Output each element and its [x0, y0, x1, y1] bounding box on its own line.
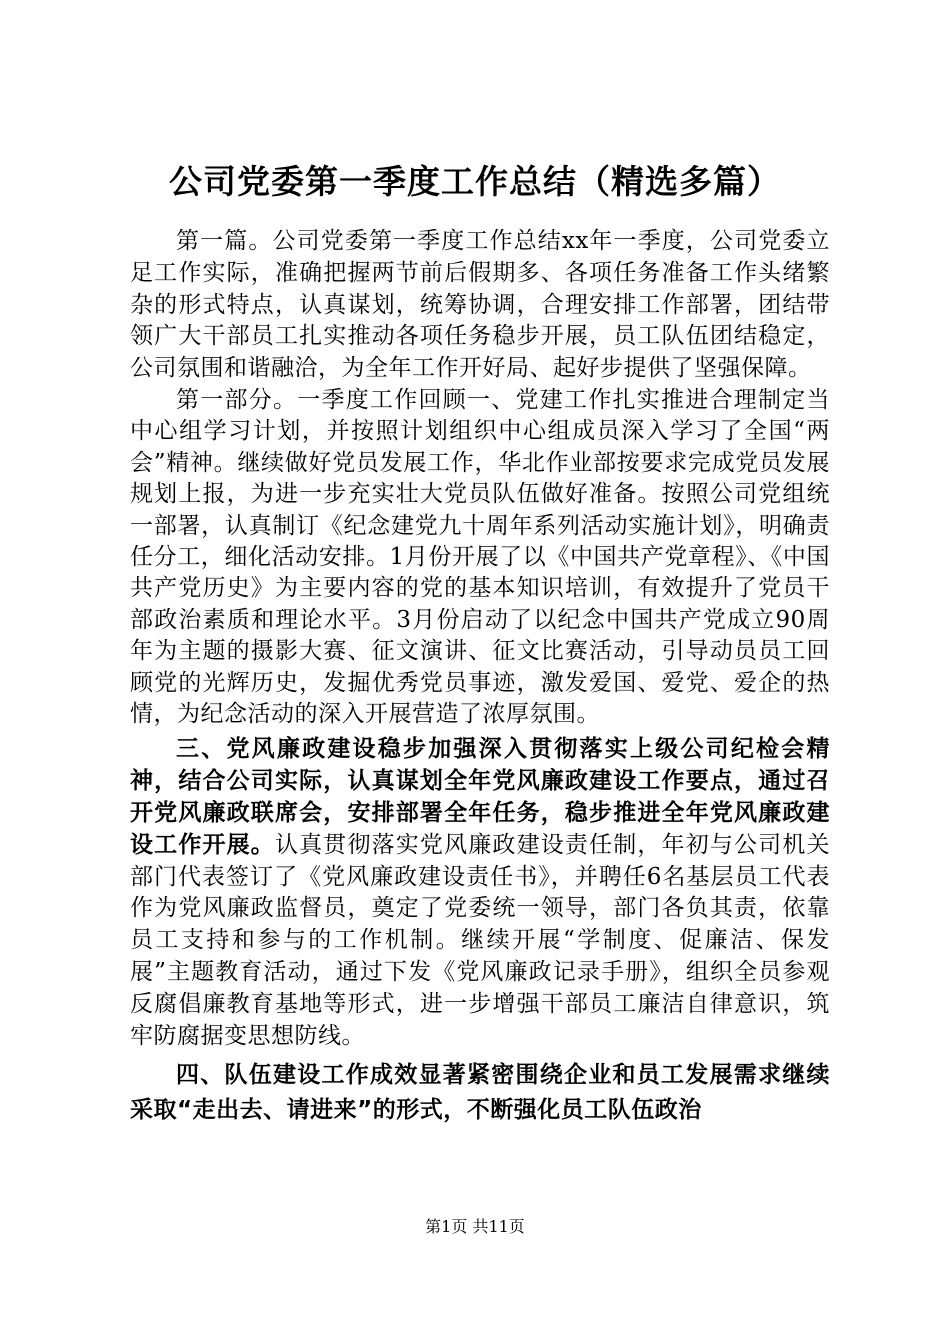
paragraph-quarter-review: 第一部分。一季度工作回顾一、党建工作扎实推进合理制定当中心组学习计划，并按照计划组织中心组成员深入学习了全国“两会”精神。继续做好党员发展工作，华北作业部按要求完成党员发展规划上报，为进一步充实壮大党员队伍做好准备。按照公司党组统一部署，认真制订《纪念建党九十周年系列活动实施计划》，明确责任分工，细化活动安排。1月份开展了以《中国共产党章程》、《中国共产党历史》为主要内容的党的基本知识培训，有效提升了党员干部政治素质和理论水平。3月份启动了以纪念中国共产党成立90周年为主题的摄影大赛、征文演讲、征文比赛活动，引导动员员工回顾党的光辉历史，发掘优秀党员事迹，激发爱国、爱党、爱企的热情，为纪念活动的深入开展营造了浓厚氛围。 — [130, 386, 830, 728]
document-body — [130, 226, 830, 1127]
section-three-heading: 三、党风廉政建设稳步加强深入贯彻落实上级公司纪检会精神，结合公司实际，认真谋划全年党风廉政建设工作要点，通过召开党风廉政联席会，安排部署全年任务，稳步推进全年党风廉政建设工作开展。 — [130, 736, 830, 858]
page-number-footer: 第1页 共11页 — [425, 1217, 525, 1236]
section-three-body: 认真贯彻落实党风廉政建设责任制，年初与公司机关部门代表签订了《党风廉政建设责任书》，并聘任6名基层员工代表作为党风廉政监督员，奠定了党委统一领导，部门各负其责，依靠员工支持和参与的工作机制。继续开展“学制度、促廉洁、保发展”主题教育活动，通过下发《党风廉政记录手册》，组织全员参观反腐倡廉教育基地等形式，进一步增强干部员工廉洁自律意识，筑牢防腐据变思想防线。 — [130, 831, 831, 1049]
document-title: 公司党委第一季度工作总结（精选多篇） — [169, 162, 781, 201]
paragraph-section-three — [130, 734, 830, 1052]
paragraph-part-one-intro: 第一篇。公司党委第一季度工作总结xx年一季度，公司党委立足工作实际，准确把握两节前后假期多、各项任务准备工作头绪繁杂的形式特点，认真谋划，统筹协调，合理安排工作部署，团结带领广大干部员工扎实推动各项任务稳步开展，员工队伍团结稳定，公司氛围和谐融洽，为全年工作开好局、起好步提供了坚强保障。 — [130, 228, 830, 382]
paragraph-section-four: 四、队伍建设工作成效显著紧密围绕企业和员工发展需求继续采取“走出去、请进来”的形式，不断强化员工队伍政治 — [130, 1062, 830, 1123]
